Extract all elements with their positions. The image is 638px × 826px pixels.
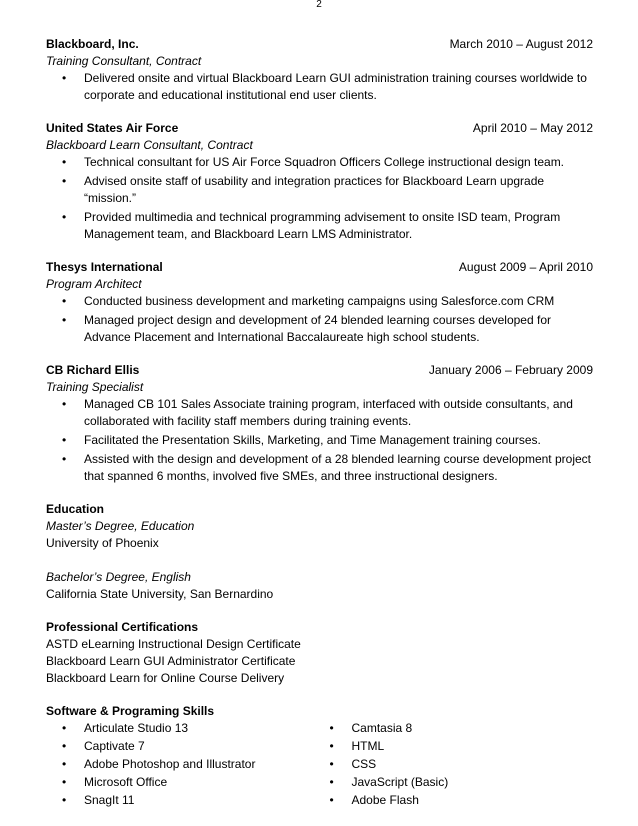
- job-dates: April 2010 – May 2012: [472, 121, 593, 135]
- job-bullet: • Managed project design and development of 24 blended learning courses developed for Advance Placement and International Baccalaureate high school students.: [62, 313, 551, 344]
- certification-item: Blackboard Learn GUI Administrator Certificate: [46, 654, 296, 668]
- bullet-icon: •: [62, 155, 67, 169]
- bullet-icon: •: [329, 721, 334, 735]
- bullet-icon: •: [329, 757, 334, 771]
- bullet-icon: •: [329, 739, 334, 753]
- job-dates: January 2006 – February 2009: [428, 363, 593, 377]
- job-bullet: • Managed CB 101 Sales Associate training program, interfaced with outside consultants, and collaborated with facility staff members during training events.: [62, 397, 573, 428]
- skills-column-left: [46, 720, 320, 810]
- section-heading: Professional Certifications: [46, 620, 199, 634]
- bullet-icon: •: [62, 775, 67, 789]
- job-bullets: [46, 154, 593, 243]
- job-entry: [46, 362, 593, 485]
- bullet-icon: •: [62, 397, 67, 411]
- job-organization: Blackboard, Inc.: [46, 37, 139, 51]
- job-organization: Thesys International: [46, 260, 163, 274]
- skill-item: • JavaScript (Basic): [329, 775, 449, 789]
- certification-item: ASTD eLearning Instructional Design Certificate: [46, 637, 301, 651]
- job-bullet: • Delivered onsite and virtual Blackboard Learn GUI administration training courses worldwide to corporate and educational institutional end user clients.: [62, 71, 587, 102]
- bullet-icon: •: [62, 71, 67, 85]
- skills-section: [46, 703, 593, 810]
- job-bullet: • Assisted with the design and development of a 28 blended learning course development project that spanned 6 months, involved five SMEs, and three instructional designers.: [62, 452, 591, 483]
- job-dates: August 2009 – April 2010: [458, 260, 593, 274]
- job-bullet: • Conducted business development and marketing campaigns using Salesforce.com CRM: [62, 294, 555, 308]
- page-number: 2: [316, 0, 322, 10]
- job-entry: [46, 120, 593, 243]
- job-bullet: • Facilitated the Presentation Skills, Marketing, and Time Management training courses.: [62, 433, 541, 447]
- job-organization: United States Air Force: [46, 121, 179, 135]
- certifications-section: [46, 619, 593, 687]
- bullet-icon: •: [62, 793, 67, 807]
- bullet-icon: •: [62, 739, 67, 753]
- skill-item: • Articulate Studio 13: [62, 721, 189, 735]
- job-bullets: [46, 396, 593, 485]
- degree: Bachelor’s Degree, English: [46, 570, 191, 584]
- bullet-icon: •: [329, 775, 334, 789]
- school: University of Phoenix: [46, 536, 159, 550]
- job-organization: CB Richard Ellis: [46, 363, 140, 377]
- skill-item: • SnagIt 11: [62, 793, 135, 807]
- bullet-icon: •: [62, 313, 67, 327]
- job-title: Blackboard Learn Consultant, Contract: [46, 138, 253, 152]
- job-bullets: [46, 293, 593, 346]
- bullet-icon: •: [62, 452, 67, 466]
- job-dates: March 2010 – August 2012: [449, 37, 593, 51]
- skill-item: • Microsoft Office: [62, 775, 168, 789]
- skill-item: • Camtasia 8: [329, 721, 413, 735]
- bullet-icon: •: [62, 721, 67, 735]
- resume-page: [46, 36, 593, 810]
- skill-item: • Adobe Photoshop and Illustrator: [62, 757, 256, 771]
- job-title: Training Consultant, Contract: [46, 54, 202, 68]
- bullet-icon: •: [62, 210, 67, 224]
- job-entry: [46, 259, 593, 346]
- skill-item: • Adobe Flash: [329, 793, 419, 807]
- job-bullets: [46, 70, 593, 104]
- school: California State University, San Bernardino: [46, 587, 274, 601]
- skill-item: • HTML: [329, 739, 385, 753]
- job-title: Program Architect: [46, 277, 142, 291]
- bullet-icon: •: [62, 757, 67, 771]
- skill-item: • Captivate 7: [62, 739, 145, 753]
- skills-column-right: [314, 720, 588, 810]
- certification-item: Blackboard Learn for Online Course Delivery: [46, 671, 285, 685]
- bullet-icon: •: [62, 433, 67, 447]
- skill-item: • CSS: [329, 757, 377, 771]
- job-bullet: • Advised onsite staff of usability and integration practices for Blackboard Learn upgrade “mission.”: [62, 174, 545, 205]
- bullet-icon: •: [62, 174, 67, 188]
- section-heading: Education: [46, 502, 105, 516]
- job-title: Training Specialist: [46, 380, 144, 394]
- job-bullet: • Technical consultant for US Air Force Squadron Officers College instructional design team.: [62, 155, 565, 169]
- bullet-icon: •: [62, 294, 67, 308]
- job-entry: [46, 36, 593, 104]
- education-section: [46, 501, 593, 603]
- bullet-icon: •: [329, 793, 334, 807]
- section-heading: Software & Programing Skills: [46, 704, 215, 718]
- degree: Master’s Degree, Education: [46, 519, 195, 533]
- job-bullet: • Provided multimedia and technical programming advisement to onsite ISD team, Program Management team, and Blackboard Learn LMS Administrator.: [62, 210, 561, 241]
